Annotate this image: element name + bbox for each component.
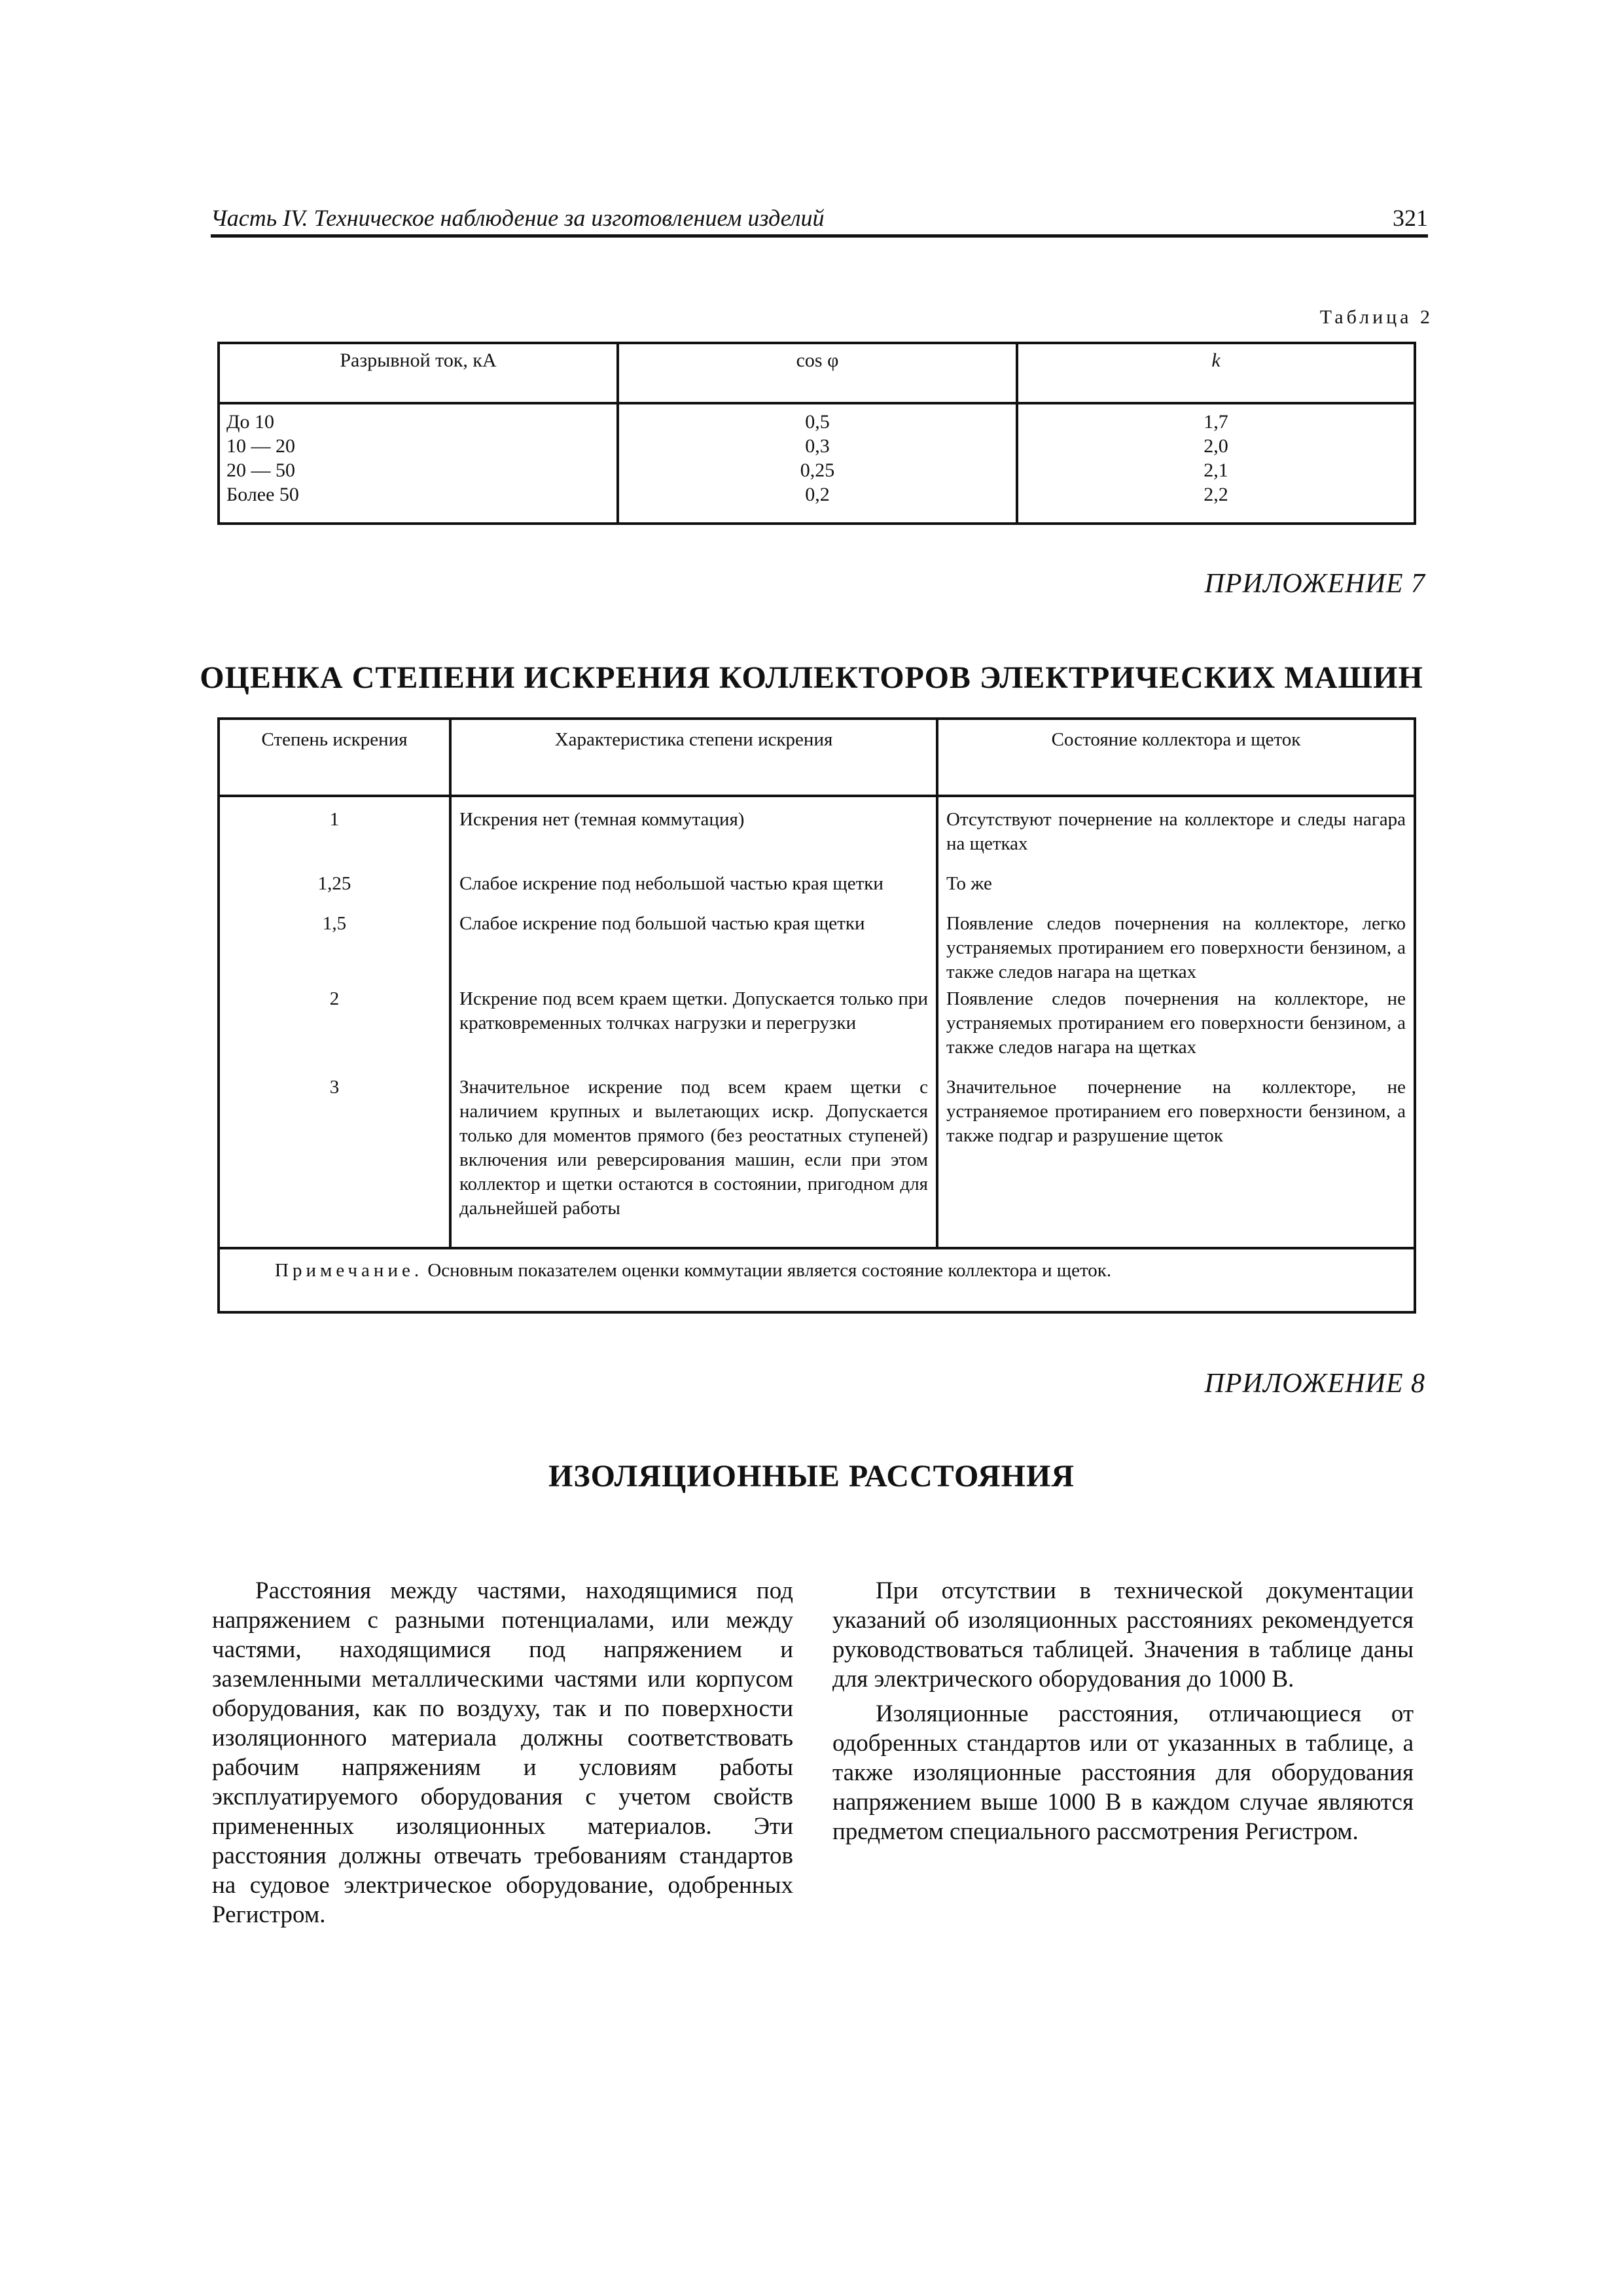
table-cell: 0,2 — [805, 484, 830, 505]
sparking-table-header — [219, 719, 1415, 796]
table2-col-k — [1017, 403, 1415, 524]
table-cell: 2 — [219, 986, 450, 1074]
table-row — [219, 1074, 1415, 1248]
table-cell: Значительное почернение на коллекторе, не устраняемое протиранием его поверхности бензином, а также подгар и разрушение щеток — [937, 1074, 1415, 1248]
appendix8-label: ПРИЛОЖЕНИЕ 8 — [1204, 1369, 1425, 1399]
sparking-header-condition: Состояние коллектора и щеток — [937, 719, 1415, 796]
paragraph: При отсутствии в технической документации указаний об изоляционных расстояниях рекомендуется руководствоваться таблицей. Значения в таблице даны для электрического оборудования до 1000 В. — [832, 1577, 1414, 1693]
page-number: 321 — [1393, 205, 1428, 231]
text-column-left — [212, 1576, 793, 1929]
table2-header-current: Разрывной ток, кА — [219, 343, 618, 403]
table-cell: 0,3 — [805, 435, 830, 457]
table-cell: 0,5 — [805, 411, 830, 433]
table-cell: Появление следов почернения на коллекторе, не устраняемых протиранием его поверхности бензином, а также следов нагара на щетках — [937, 986, 1415, 1074]
table2-header-cos: cos φ — [618, 343, 1017, 403]
table2-caption: Таблица 2 — [1319, 306, 1433, 328]
table2-col-cos — [618, 403, 1017, 524]
running-header — [211, 202, 1428, 238]
sparking-table — [217, 717, 1416, 1314]
table-cell: 1,25 — [219, 870, 450, 910]
sparking-header-characteristic: Характеристика степени искрения — [450, 719, 937, 796]
table-cell: То же — [937, 870, 1415, 910]
table-cell: 2,2 — [1204, 484, 1228, 505]
table-cell: Появление следов почернения на коллекторе, легко устраняемых протиранием его поверхности бензином, а также следов нагара на щетках — [937, 910, 1415, 986]
paragraph: Расстояния между частями, находящимися под напряжением с разными потенциалами, или между частями, находящимися под напряжением и заземленными металлическими частями или корпусом оборудования, как по воздуху, так и по поверхности изоляционного материала должны соответствовать рабочим напряжениям и условиям работы эксплуатируемого оборудования с учетом свойств примененных изоляционных материалов. Эти расстояния должны отвечать требованиям стандартов на судовое электрическое оборудование, одобренных Регистром. — [212, 1577, 793, 1928]
paragraph: Изоляционные расстояния, отличающиеся от одобренных стандартов или от указанных в таблице, а также изоляционные расстояния для оборудования напряжением выше 1000 В в каждом случае являются предметом специального рассмотрения Регистром. — [832, 1700, 1414, 1845]
table-cell: 3 — [219, 1074, 450, 1248]
table-cell: Искрения нет (темная коммутация) — [450, 796, 937, 870]
table-cell: Слабое искрение под большой частью края щетки — [450, 910, 937, 986]
sparking-header-degree: Степень искрения — [219, 719, 450, 796]
table-cell: 2,0 — [1204, 435, 1228, 457]
table-cell: 1,7 — [1204, 411, 1228, 433]
table2 — [217, 342, 1416, 525]
table2-col-current — [219, 403, 618, 524]
table-cell: 10 — 20 — [226, 435, 295, 457]
table-cell: 0,25 — [800, 459, 835, 481]
appendix7-title: ОЦЕНКА СТЕПЕНИ ИСКРЕНИЯ КОЛЛЕКТОРОВ ЭЛЕКТРИЧЕСКИХ МАШИН — [200, 660, 1423, 695]
table-row — [219, 796, 1415, 870]
table-cell: Значительное искрение под всем краем щетки с наличием крупных и вылетающих искр. Допускается только для моментов прямого (без реостатных ступеней) включения или реверсирования машин, если при этом коллектор и щетки остаются в состоянии, пригодном для дальнейшей работы — [450, 1074, 937, 1248]
table-cell: 1 — [219, 796, 450, 870]
table-cell: Отсутствуют почернение на коллекторе и следы нагара на щетках — [937, 796, 1415, 870]
table-row — [219, 986, 1415, 1074]
table-cell: 2,1 — [1204, 459, 1228, 481]
running-header-title: Часть IV. Техническое наблюдение за изготовлением изделий — [211, 205, 825, 231]
table2-header-k: k — [1017, 343, 1415, 403]
table-row — [219, 910, 1415, 986]
table-cell: 1,5 — [219, 910, 450, 986]
table-cell: До 10 — [226, 411, 274, 433]
note-label: Примечание. — [275, 1260, 423, 1281]
table-cell: Более 50 — [226, 484, 299, 505]
sparking-note — [219, 1248, 1415, 1312]
table-row — [219, 870, 1415, 910]
note-text: Основным показателем оценки коммутации является состояние коллектора и щеток. — [427, 1260, 1112, 1281]
table-cell: Искрение под всем краем щетки. Допускается только при кратковременных толчках нагрузки и перегрузки — [450, 986, 937, 1074]
table2-header-row — [219, 343, 1415, 403]
table-cell: Слабое искрение под небольшой частью края щетки — [450, 870, 937, 910]
appendix7-label: ПРИЛОЖЕНИЕ 7 — [1204, 569, 1425, 599]
text-column-right — [832, 1576, 1414, 1846]
appendix8-title: ИЗОЛЯЦИОННЫЕ РАССТОЯНИЯ — [548, 1459, 1075, 1494]
table2-body-row — [219, 403, 1415, 524]
sparking-note-row — [219, 1248, 1415, 1312]
table-cell: 20 — 50 — [226, 459, 295, 481]
